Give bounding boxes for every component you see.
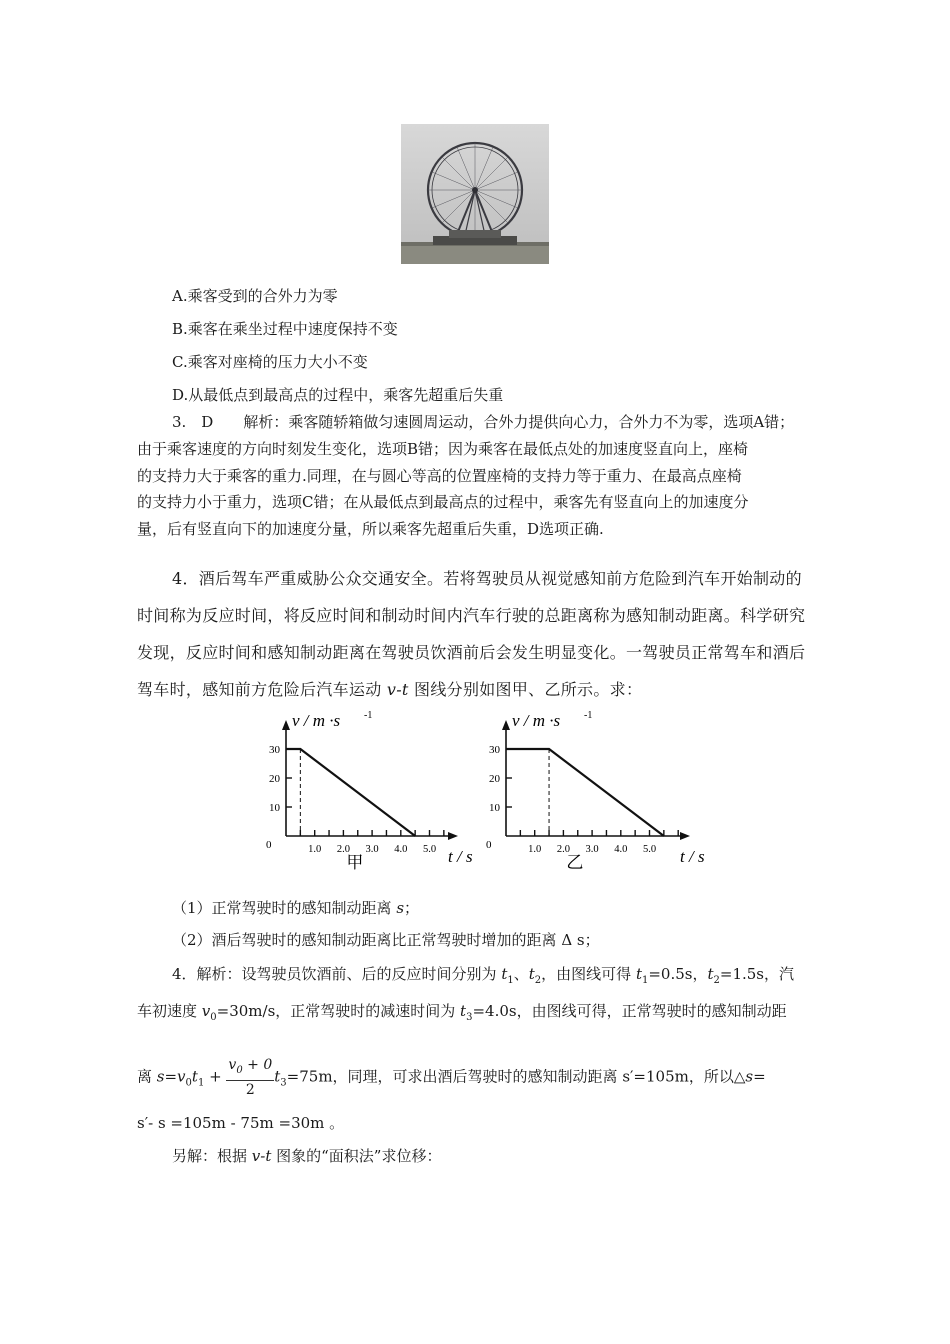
x-tick-label: 2.0 [556, 844, 570, 855]
y-axis-arrow [282, 720, 290, 730]
x-axis-arrow [448, 832, 458, 840]
option-d: D.从最低点到最高点的过程中，乘客先超重后失重 [172, 386, 504, 404]
x-axis-label: t / s [680, 847, 705, 866]
velocity-series-line [506, 749, 664, 836]
graph-caption: 乙 [566, 853, 584, 873]
q3-solution-line: 的支持力小于重力，选项C错；在从最低点到最高点的过程中，乘客先有竖直向上的加速度分 [137, 493, 749, 511]
y-tick-label: 30 [489, 744, 500, 756]
x-tick-label: 4.0 [394, 844, 408, 855]
q4-statement-line: 4．酒后驾车严重威胁公众交通安全。若将驾驶员从视觉感知前方危险到汽车开始制动的 [172, 569, 802, 588]
q4-solution-line: s′- s =105m - 75m =30m 。 [137, 1114, 345, 1132]
y-axis-label-exponent: -1 [364, 710, 373, 721]
vt-graph-yi [460, 710, 705, 873]
q4-solution-line: 4．解析：设驾驶员饮酒前、后的反应时间分别为 $t_1$、$t_2$，由图线可得 $t_1=0.5s$，$t_2=1.5s$，汽 [172, 965, 794, 986]
x-tick-label: 1.0 [308, 844, 322, 855]
q4-statement-line: 发现，反应时间和感知制动距离在驾驶员饮酒前后会发生明显变化。一驾驶员正常驾车和酒后 [137, 643, 806, 662]
ferris-wheel-photo [401, 124, 549, 264]
q3-solution-line: 由于乘客速度的方向时刻发生变化，选项B错；因为乘客在最低点处的加速度竖直向上，座椅 [137, 440, 749, 458]
x-tick-label: 2.0 [336, 844, 350, 855]
fraction: $\frac{v_0 + 0}{2}$ [228, 1057, 273, 1098]
y-tick-label: 10 [489, 802, 500, 814]
velocity-series-line [286, 749, 415, 836]
q3-solution-line: 3. D 解析：乘客随轿箱做匀速圆周运动，合外力提供向心力，合外力不为零，选项A错； [172, 413, 795, 431]
x-tick-label: 1.0 [528, 844, 542, 855]
origin-label: 0 [266, 839, 272, 851]
y-tick-label: 30 [269, 744, 280, 756]
x-axis-label: t / s [448, 847, 473, 866]
y-tick-label: 20 [269, 773, 280, 785]
x-axis-arrow [680, 832, 690, 840]
y-axis-label: v / m ·s [292, 711, 341, 730]
q4-statement-line: 驾车时，感知前方危险后汽车运动 v-t 图线分别如图甲、乙所示。求： [137, 680, 643, 699]
x-tick-label: 5.0 [642, 844, 657, 855]
y-tick-label: 10 [269, 802, 280, 814]
vt-graph-jia [240, 712, 480, 872]
q4-statement-line: 时间称为反应时间，将反应时间和制动时间内汽车行驶的总距离称为感知制动距离。科学研究 [137, 606, 806, 625]
y-axis-label: v / m ·s [512, 711, 561, 730]
x-tick-label: 3.0 [365, 844, 379, 855]
option-c: C.乘客对座椅的压力大小不变 [172, 353, 368, 371]
x-tick-label: 3.0 [585, 844, 599, 855]
graph-caption: 甲 [346, 853, 364, 873]
q4-solution-line: 另解：根据 v-t 图象的“面积法”求位移： [172, 1147, 442, 1165]
y-axis-label-exponent: -1 [584, 710, 593, 721]
q3-solution-line: 的支持力大于乘客的重力.同理，在与圆心等高的位置座椅的支持力等于重力、在最高点座椅 [137, 467, 742, 485]
q4-solution-formula: 离 $s=v_0t_1$ + $\frac{v_0 + 0}{2}$ $t_3=75m$，同理，可求出酒后驾驶时的感知制动距离 s′=105m，所以△s= [137, 1057, 766, 1098]
q4-solution-line: 车初速度 $v_0=30m/s$，正常驾驶时的减速时间为 $t_3=4.0s$，由图线可得，正常驾驶时的感知制动距 [137, 1002, 787, 1023]
sub-question-2: （2）酒后驾驶时的感知制动距离比正常驾驶时增加的距离 Δ s； [172, 931, 600, 949]
sub-question-1: （1）正常驾驶时的感知制动距离 s； [172, 899, 420, 917]
y-axis-arrow [502, 720, 510, 730]
q3-solution-line: 量，后有竖直向下的加速度分量，所以乘客先超重后失重，D选项正确. [137, 520, 604, 538]
x-tick-label: 5.0 [422, 844, 437, 855]
option-a: A.乘客受到的合外力为零 [172, 287, 338, 305]
origin-label: 0 [486, 839, 492, 851]
x-tick-label: 4.0 [614, 844, 628, 855]
option-b: B.乘客在乘坐过程中速度保持不变 [172, 320, 398, 338]
y-tick-label: 20 [489, 773, 500, 785]
